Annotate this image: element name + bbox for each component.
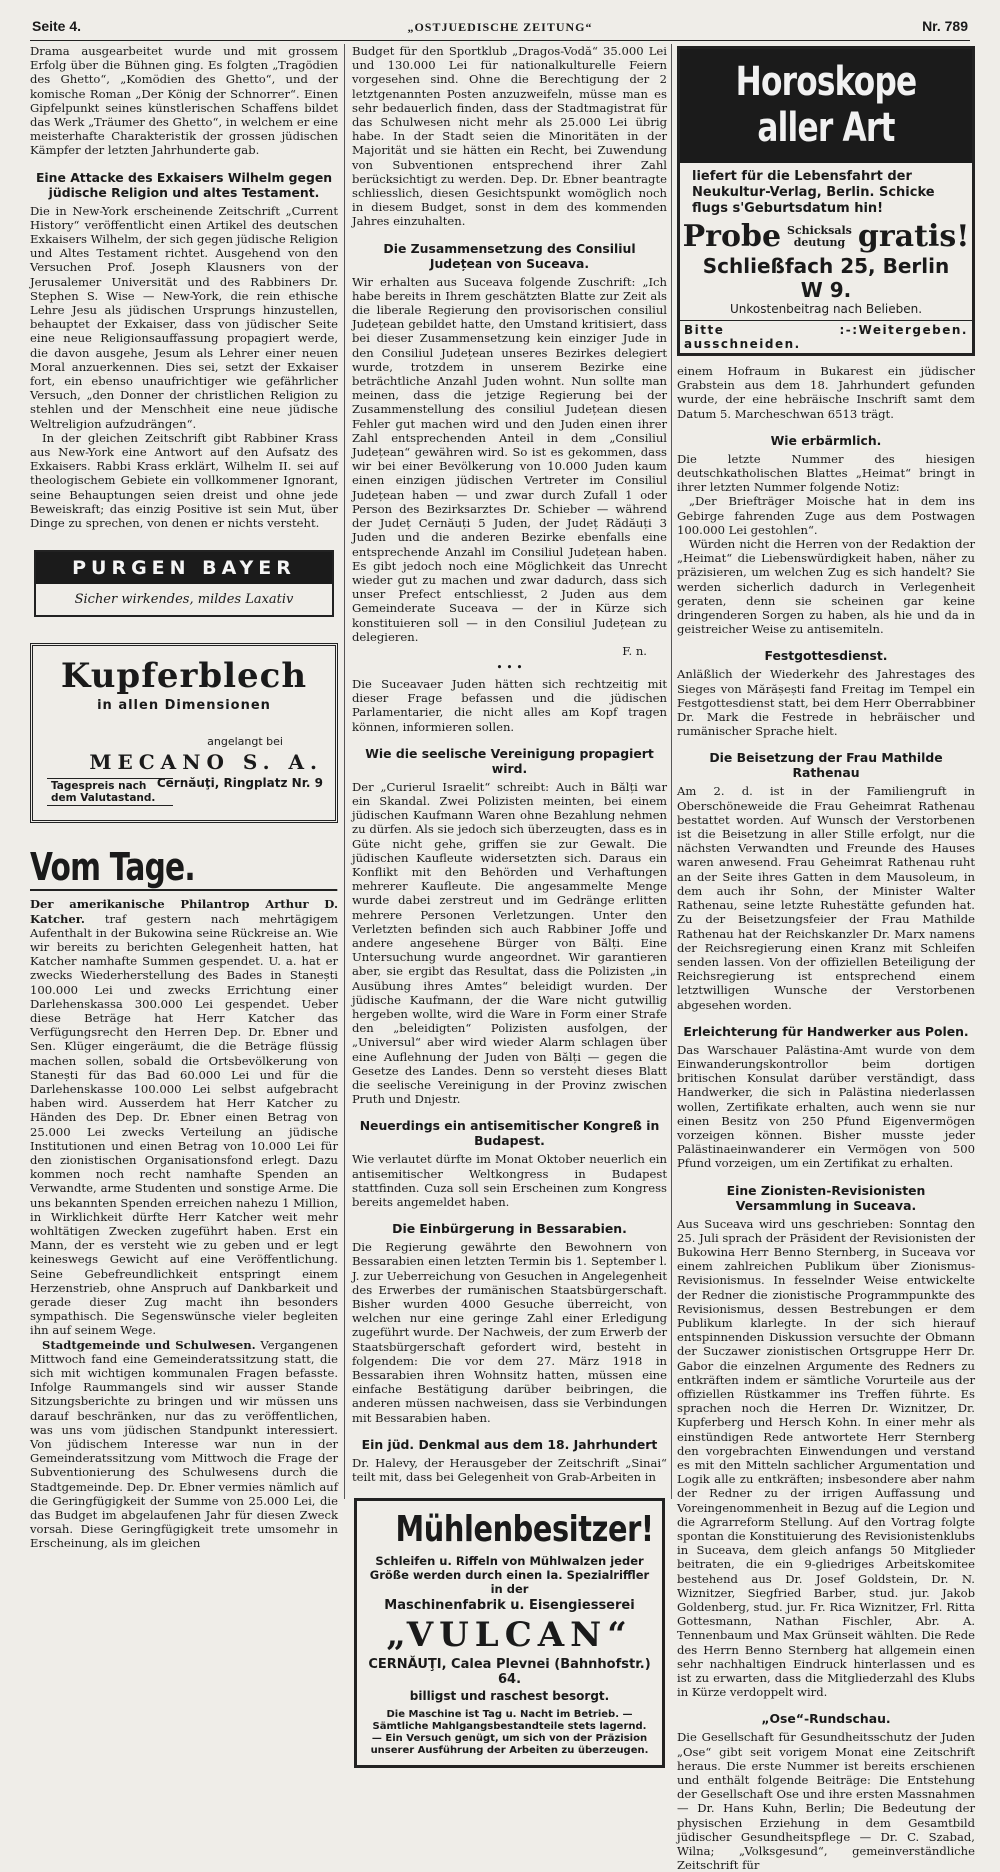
article-text: Die Suceavaer Juden hätten sich rechtzeitig mit dieser Frage befassen und die jüdischen Parlamentarier, die nicht alles am Kopf tragen können, informieren sollen. <box>352 676 667 734</box>
article-heading: Erleichterung für Handwerker aus Polen. <box>683 1023 969 1039</box>
article-text: Drama ausgearbeitet wurde und mit grossem Erfolg über die Bühnen ging. Es folgten „Tragödien des Ghetto“, „Komödien des Ghetto“, und der komische Roman „Der König der Schnorrer“. Einen Gipfelpunkt seines künstlerischen Schaffens bildet das Werk „Träumer des Ghetto“, in welchem er eine meisterhafte Charakteristik der grossen jüdischen Kämpfer der letzten Jahrhunderte gab. <box>30 44 338 158</box>
article-heading: Ein jüd. Denkmal aus dem 18. Jahrhundert <box>361 1436 658 1452</box>
article-text: Budget für den Sportklub „Dragos-Vodă“ 35.000 Lei und 130.000 Lei für nationalkulturelle Feiern vorgesehen sind. Ohne die Berechtigung der 2 letztgenannten Posten anzuzweifeln, müsse man es sehr bedauerlich finden, dass der Stadtmagistrat für das Schulwesen nicht mehr als 25.000 Lei übrig habe. In der Stadt seien die Minoritäten in der Majorität und sie hätten ein Recht, bei Zuwendung von Subventionen entsprechend ihrer Zahl berücksichtigt zu werden. Dep. Dr. Ebner beantragte schliesslich, diesen Gesichtspunkt womöglich noch in diesem Budget, sonst in dem des kommenden Jahres einzuhalten. <box>352 44 667 229</box>
ad-kupferblech <box>30 643 338 823</box>
article-lead: Der amerikanische Philantrop Arthur D. Katcher. <box>30 897 338 926</box>
ad-horo-sd2: deutung <box>793 235 846 249</box>
article-text: Wir erhalten aus Suceava folgende Zuschrift: „Ich habe bereits in Ihrem geschätzten Blatte zur Zeit als die liberale Regierung den provisorischen consiliul Județean gebildet hatte, den Umstand kritisiert, dass bei dieser Zusammensetzung kein einziger Jude in den Consiliul Județean unseres Bezirkes delegiert wurde, trotzdem in unserem Bezirke eine beträchtliche Anzahl Juden wohnt. Nun sollte man meinen, dass die jetzige Regierung bei der Zusammenstellung des consiliul Județean diesen Fehler gut machen wird und den Juden einen ihrer Zahl entsprechenden Anteil in dem „Consiliul Județean“ gewähren wird. So ist es gekommen, dass wir bei einer Bevölkerung von 10.000 Juden kaum einen einzigen jüdischen Vertreter im Consiliul Județean haben — und zwar durch Zufall 1 oder Person des Bezirksarztes Dr. Schieber — während der Județ Cernăuți 5 Juden, der Județ Rădăuți 3 Juden und die anderen Bezirke ebenfalls eine entsprechende Anzahl im Consiliul Județean haben. Es gibt jedoch noch eine Möglichkeit das Unrecht wieder gut zu machen und zwar dadurch, dass sich unser Prefect entschliesst, 2 Juden aus dem Gemeinderate Suceava — der in Kürze sich konstituieren soll — in den Consiliul Județean zu delegieren. <box>352 274 667 644</box>
ad-muehlenbesitzer <box>354 1498 665 1768</box>
ad-horo-probe: Probe <box>682 219 782 254</box>
article-text: Das Warschauer Palästina-Amt wurde von dem Einwanderungskontrollor beim dortigen britischen Konsulat darüber verständigt, dass Handwerker, die sich in Palästina niederlassen wollen, Zertifikate erhalten, auch wenn sie nur einen Besitz von 250 Pfund Eigenvermögen vorzeigen können. Bisher musste jeder Palästinaeinwanderer ein Vermögen von 500 Pfund vorzeigen, um ein Zertifikat zu erhalten. <box>677 1042 975 1171</box>
ad-horo-body <box>680 163 972 320</box>
issue-number: Nr. 789 <box>922 18 968 34</box>
article-lead: Stadtgemeinde und Schulwesen. <box>42 1337 256 1352</box>
article-text: Wie verlautet dürfte im Monat Oktober neuerlich ein antisemitischer Weltkongress in Budapest stattfinden. Cuza soll sein Erscheinen zum Kongress bereits angemeldet haben. <box>352 1152 667 1210</box>
header-rule <box>30 40 970 41</box>
ad-horo-banner <box>680 49 972 163</box>
ad-kupfer-ang: angelangt bei <box>207 735 283 749</box>
ad-horo-gratis: gratis! <box>857 219 970 254</box>
column-3 <box>677 44 975 1872</box>
article-text: Aus Suceava wird uns geschrieben: Sonntag den 25. Juli sprach der Präsident der Revisionisten der Bukowina Herr Benno Sternberg, in Suceava vor einem zahlreichen Publikum über Zionismus-Revisionismus. In fesselnder Weise entwickelte der Redner die zionistische Programmpunkte des Revisionismus, dessen Bestrebungen er dem Publikum klarlegte. In der sich hierauf entspinnenden Diskussion versuchte der Obmann der Suczawer zionistischen Ortsgruppe Herr Dr. Gabor die einzelnen Argumente des Redners zu entkräften indem er sämtliche Vorurteile aus der offiziellen Rüstkammer ins Treffen führte. Es sprachen noch die Herren Dr. Wiznitzer, Dr. Kupferberg und Hersch Kohn. In einer mehr als einstündigen Rede antwortete Herr Sternberg den vorgebrachten Einwendungen und verstand es mit den Mitteln sachlicher Argumentation und Logik alle zu entkräften; insbesondere aber nahm der Redner zu der irrigen Auffassung und Voreingenommenheit in Bezug auf die Legion und die Agrarreform Stellung. Auf den Vortrag folgte spontan die Konstituierung des Revisionistenklubs in Suceava, dem gleich anfangs 50 Mitglieder beitraten, die ein 9-gliedriges Arbeitskomitee bestehend aus Dr. Josef Goldstein, Dr. N. Wiznitzer, Siegfried Barber, stud. jur. Jakob Goldenberg, stud. jur. Fr. Rica Wiznitzer, Frl. Ritta Gottesmann, Nathan Fischler, Abr. A. Tennenbaum und Max Grünseit wählten. Die Rede des Herrn Benno Sternberg hat allgemein einen sehr nachhaltigen Eindruck hinterlassen und es ist zu erwarten, dass die Mitgliederzahl des Klubs in Kürze verdoppelt wird. <box>677 1216 975 1700</box>
article-body: traf gestern nach mehrtägigem Aufenthalt in der Bukowina seine Rückreise an. Wie wir bereits zu berichten Gelegenheit hatten, hat Katcher namhafte Summen gespendet. U. a. hat er zwecks Wiederherstellung des Bades in Stanești 100.000 Lei und zwecks Errichtung einer Darlehenskassa 300.000 Lei gespendet. Ueber diese Beträge hat Herr Katcher das Verfügungsrecht den Herren Dep. Dr. Ebner und Sen. Klüger eingeräumt, die die Beträge flüssig machen sollen, sobald die Ortsbevölkerung von Stanești für das Bad 60.000 Lei und für die Darlehenskasse 100.000 Lei selbst aufgebracht haben wird. Ausserdem hat Herr Katcher zu Händen des Dep. Dr. Ebner einen Betrag von 25.000 Lei zwecks Verteilung an jüdische Institutionen und einen Betrag von 10.000 Lei für den zionistischen Organisationsfond erlegt. Dazu kommen noch recht namhafte Spenden an Verwandte, arme Studenten und sonstige Arme. Die uns bekannten Spenden erreichen nahezu 1 Million, in Wirklichkeit dürfte Herr Katcher weit mehr wohltätigen Zwecken zugeführt haben. Erst ein Mann, der es versteht wie zu geben und er legt keineswegs Gewicht auf eine Veröffentlichung. Seine Gebefreundlichkeit entspringt einem Herzenstrieb, ohne Anspruch auf Dankbarkeit und gerade dieser Zug macht ihn besonders sympathisch. Die Segenswünsche vieler begleiten ihn auf seinem Wege. <box>30 911 339 1338</box>
article-heading: Festgottesdienst. <box>764 648 888 664</box>
column-divider <box>671 44 672 1499</box>
article-text: Die Gesellschaft für Gesundheitsschutz der Juden „Ose“ gibt seit vorigem Monat eine Zeitschrift heraus. Die erste Nummer ist bereits erschienen und enthält folgende Beiträge: Die Entstehung der Gesellschaft Ose und ihre ersten Massnahmen — Dr. Hans Kuhn, Berlin; Die Bedeutung der physischen Erziehung in dem Gesamtbild jüdischer Gesundheitspflege — Dr. C. Szabad, Wilna; „Volksgesund“, gemeinverständliche Zeitschrift für <box>677 1730 975 1872</box>
article-text <box>30 897 338 1337</box>
ad-kupfer-price-note: Tagespreis nach dem Valutastand. <box>47 778 173 806</box>
ad-muehl-address: CERNĂUŢI, Calea Plevnei (Bahnhofstr.) 64. <box>368 1657 651 1688</box>
ad-purgen-slogan: Sicher wirkendes, mildes Laxativ <box>74 592 294 608</box>
ad-kupfer-address: Cernăuţi, Ringplatz Nr. 9 <box>156 776 323 791</box>
ad-muehl-vulcan: „VULCAN“ <box>386 1615 633 1656</box>
article-heading: Eine Zionisten-Revisionisten Versammlung in Suceava. <box>726 1182 926 1213</box>
page-number: Seite 4. <box>32 18 82 34</box>
ad-horo-title: Horoskope aller Art <box>735 59 917 151</box>
ad-horo-footer <box>680 320 972 353</box>
ad-muehl-footnote: Die Maschine ist Tag u. Nacht im Betrieb. — Sämtliche Mahlgangsbestandteile stets lagernd. — Ein Versuch genügt, um sich von der Präzision unserer Ausführung der Arbeiten zu überzeugen. <box>370 1709 649 1757</box>
ad-muehl-text: Schleifen u. Riffeln von Mühlwalzen jeder Größe werden durch einen Ia. Spezialriffler in der <box>369 1554 650 1597</box>
ad-horo-sep: :-: <box>839 323 859 337</box>
article-heading: „Ose“-Rundschau. <box>761 1711 891 1727</box>
article-heading: Wie erbärmlich. <box>770 432 882 448</box>
ad-horo-pass: Weitergeben. <box>858 323 968 337</box>
article-heading: Neuerdings ein antisemitischer Kongreß in Budapest. <box>359 1118 660 1149</box>
article-signature: F. n. <box>622 643 647 658</box>
article-heading: Die Zusammensetzung des Consiliul Județean von Suceava. <box>383 240 636 271</box>
article-text: einem Hofraum in Bukarest ein jüdischer Grabstein aus dem 18. Jahrhundert gefunden wurde, der eine hebräische Inschrift samt dem Datum 5. Marcheschwan 6513 trägt. <box>677 364 975 421</box>
ad-muehl-slogan: billigst und raschest besorgt. <box>409 1689 610 1704</box>
section-title-vom-tage: Vom Tage. <box>30 845 338 891</box>
article-text <box>30 1338 338 1551</box>
ad-horoskope <box>677 46 975 356</box>
ad-horo-offer <box>682 219 970 254</box>
article-text: Die in New-York erscheinende Zeitschrift „Current History“ veröffentlicht einen Artikel des deutschen Exkaisers Wilhelm, der sich gegen jüdische Religion und Altes Testament richtet. Ausgehend von den Versuchen Prof. Joseph Klausners von der Jerusalemer Universität und des Rabbiners Dr. Stephen S. Wise — New-York, die rein ethische Lehre Jesu als jüdischen Ursprungs hinzustellen, behauptet der Exkaiser, dass von jüdischer Seite eine neue Religionsauffassung propagiert werde, die davon ausgehe, Jesum als Lehrer einer neuen Moral anzuerkennen. Dies sei, setzt der Exkaiser fort, ein ebenso unaufrichtiger wie gefährlicher Versuch, „den Donner der christlichen Religion zu stehlen und der Menschheit eine neue jüdische Weltreligion aufzudrängen“. <box>30 203 338 431</box>
ad-horo-text: liefert für die Lebensfahrt der Neukultur-Verlag, Berlin. Schicke flugs s'Geburtsdatum hin! <box>692 169 935 216</box>
article-body: Vergangenen Mittwoch fand eine Gemeinderatssitzung statt, die sich mit wichtigen kommunalen Fragen befasste. Infolge Raummangels sind wir ausser Stande Sitzungsberichte zu bringen und wir müssen uns darauf beschränken, nur das zu veröffentlichen, was uns vom jüdischen Standpunkt interessiert. Von jüdischem Interesse war nun in der Gemeinderatssitzung vom Mittwoch die Frage der Subventionierung des Schulwesens durch die Stadtgemeinde. Dep. Dr. Ebner vermies nämlich auf die Geringfügigkeit der Summe von 25.000 Lei, die das Budget im abgelaufenen Jahr für diesen Zweck vorsah. Diese Geringfügigkeit trete umsomehr in Erscheinung, als im gleichen <box>30 1337 339 1551</box>
spacer <box>677 356 975 364</box>
ad-horo-sd1: Schicksals <box>787 223 852 237</box>
article-text: In der gleichen Zeitschrift gibt Rabbiner Krass aus New-York eine Antwort auf den Aufsatz des Exkaisers. Rabbi Krass erklärt, Wilhelm II. sei auf theologischem Gebiete ein vollkommener Ignorant, seine Behauptungen seien dreist und ohne jede Beweiskraft; das einzig Positive ist sein Mut, über Dinge zu sprechen, von denen er nichts versteht. <box>30 430 338 531</box>
article-heading: Eine Attacke des Exkaisers Wilhelm gegen jüdische Religion und altes Testament. <box>35 169 333 200</box>
paper-title: „OSTJUEDISCHE ZEITUNG“ <box>407 20 593 34</box>
ad-kupfer-firm: MECANO S. A. <box>89 750 323 775</box>
article-quote: „Der Briefträger Moische hat in dem ins Gebirge fahrenden Zuge aus dem Postwagen 100.000 Lei gestohlen“. <box>677 494 975 537</box>
ad-kupfer-sub: in allen Dimensionen <box>97 698 271 714</box>
article-text: Der „Curierul Israelit“ schreibt: Auch in Bălți war ein Skandal. Zwei Polizisten meinten, bei einem jüdischen Kaufmann Waren ohne Bezahlung nehmen zu dürfen. Als sie jedoch sich überzeugten, dass es in Güte nicht gehe, griffen sie zur Gewalt. Die jüdischen Kaufleute widersetzten sich. Daraus ein Konflikt mit den Behörden und Verhaftungen mehrerer Kaufleute. Die angesammelte Menge wurde dabei zerstreut und im Gedränge erlitten mehrere Personen Verletzungen. Unter den Verletzten befinden sich auch Rabbiner Joffe und andere angesehene Bürger von Bălți. Eine Untersuchung wurde angeordnet. Wir garantieren aber, sie ergibt das Resultat, dass die Polizisten „in Ausübung ihres Amtes“ beleidigt wurden. Der jüdische Kaufmann, der die Ware nicht gutwillig hergeben wollte, wird die Ware in Form einer Strafe den „beleidigten“ Polizisten ausfolgen, der „Universul“ aber wird wieder Alarm schlagen über eine Auflehnung der Juden von Bălți — gegen die Gesetze des Landes. Denn so versteht dieses Blatt die seelische Vereinigung in der Provinz zwischen Pruth und Dnjestr. <box>352 779 667 1107</box>
column-divider <box>344 44 345 1499</box>
article-text: Würden nicht die Herren von der Redaktion der „Heimat“ die Liebenswürdigkeit haben, näher zu präzisieren, um welchen Zug es sich handelt? Sie werden sicherlich dadurch in Verlegenheit geraten, denn sie scheinen gar keine dringenderen Sorgen zu haben, als hie und da in geistreicher Weise zu antisemiteln. <box>677 537 975 637</box>
ad-muehl-company-type: Maschinenfabrik u. Eisengiesserei <box>384 1598 635 1614</box>
article-text: Dr. Halevy, der Herausgeber der Zeitschrift „Sinai“ teilt mit, dass bei Gelegenheit von Grab-Arbeiten in <box>352 1455 667 1485</box>
article-heading: Wie die seelische Vereinigung propagiert wird. <box>365 745 654 776</box>
article-text: Die letzte Nummer des hiesigen deutschkatholischen Blattes „Heimat“ bringt in ihrer letzten Nummer folgende Notiz: <box>677 451 975 495</box>
ad-horo-fee: Unkostenbeitrag nach Belieben. <box>729 302 923 316</box>
ad-horo-schicksal <box>787 225 852 249</box>
article-text: Am 2. d. ist in der Familiengruft in Oberschöneweide die Frau Geheimrat Rathenau bestattet worden. Auf Wunsch der Verstorbenen ist die Beisetzung in aller Stille erfolgt, nur die nächsten Verwandten und Freunde des Hauses waren anwesend. Frau Geheimrat Rathenau ruht an der Seite ihres Gatten in dem Mausoleum, in dem auch ihr Sohn, der Minister Walter Rathenau, seine letzte Ruhestätte gefunden hat. Zu der Beisetzungsfeier der Frau Mathilde Rathenau hat der Reichskanzler Dr. Marx namens der Reichsregierung einen Kranz mit Schleifen senden lassen. Von der offiziellen Beteiligung der Reichsregierung ist entsprechend einem letztwilligen Wunsche der Verstorbenen abgesehen worden. <box>677 784 975 1012</box>
ad-purgen-title: PURGEN BAYER <box>36 552 332 584</box>
column-1 <box>30 44 339 1551</box>
separator-stars: • • • <box>496 660 523 674</box>
article-heading: Die Beisetzung der Frau Mathilde Rathenau <box>709 750 943 781</box>
ad-muehl-title: Mühlenbesitzer! <box>395 1509 654 1551</box>
ad-purgen <box>34 550 334 617</box>
article-text: Anläßlich der Wiederkehr des Jahrestages des Sieges von Mărășești fand Freitag im Tempel ein Festgottesdienst statt, bei dem Herr Oberrabbiner Dr. Mark die Festrede in hebräischer und rumänischer Sprache hielt. <box>677 667 975 739</box>
article-heading: Die Einbürgerung in Bessarabien. <box>392 1221 627 1237</box>
column-2 <box>352 44 667 1757</box>
ad-horo-cut: Bitte ausschneiden. <box>684 323 801 351</box>
ad-horo-address: Schließfach 25, Berlin W 9. <box>702 254 950 302</box>
article-text: Die Regierung gewährte den Bewohnern von Bessarabien einen letzten Termin bis 1. September l. J. zur Ueberreichung von Gesuchen in Angelegenheit des Erwerbes der rumänischen Staatsbürgerschaft. Bisher wurden 4000 Gesuche überreicht, von welchen nur eine geringe Zahl einer Erledigung zugeführt wurde. Der Nachweis, der zum Erwerb der Staatsbürgerschaft gefordert wird, besteht in folgendem: Die vor dem 27. März 1918 in Bessarabien ihren Wohnsitz hatten, müssen eine einfache Bestätigung darüber beibringen, die anderen müssen nachweisen, dass sie Verbindungen mit Bessarabien haben. <box>352 1240 667 1425</box>
ad-kupfer-title: Kupferblech <box>60 656 308 697</box>
